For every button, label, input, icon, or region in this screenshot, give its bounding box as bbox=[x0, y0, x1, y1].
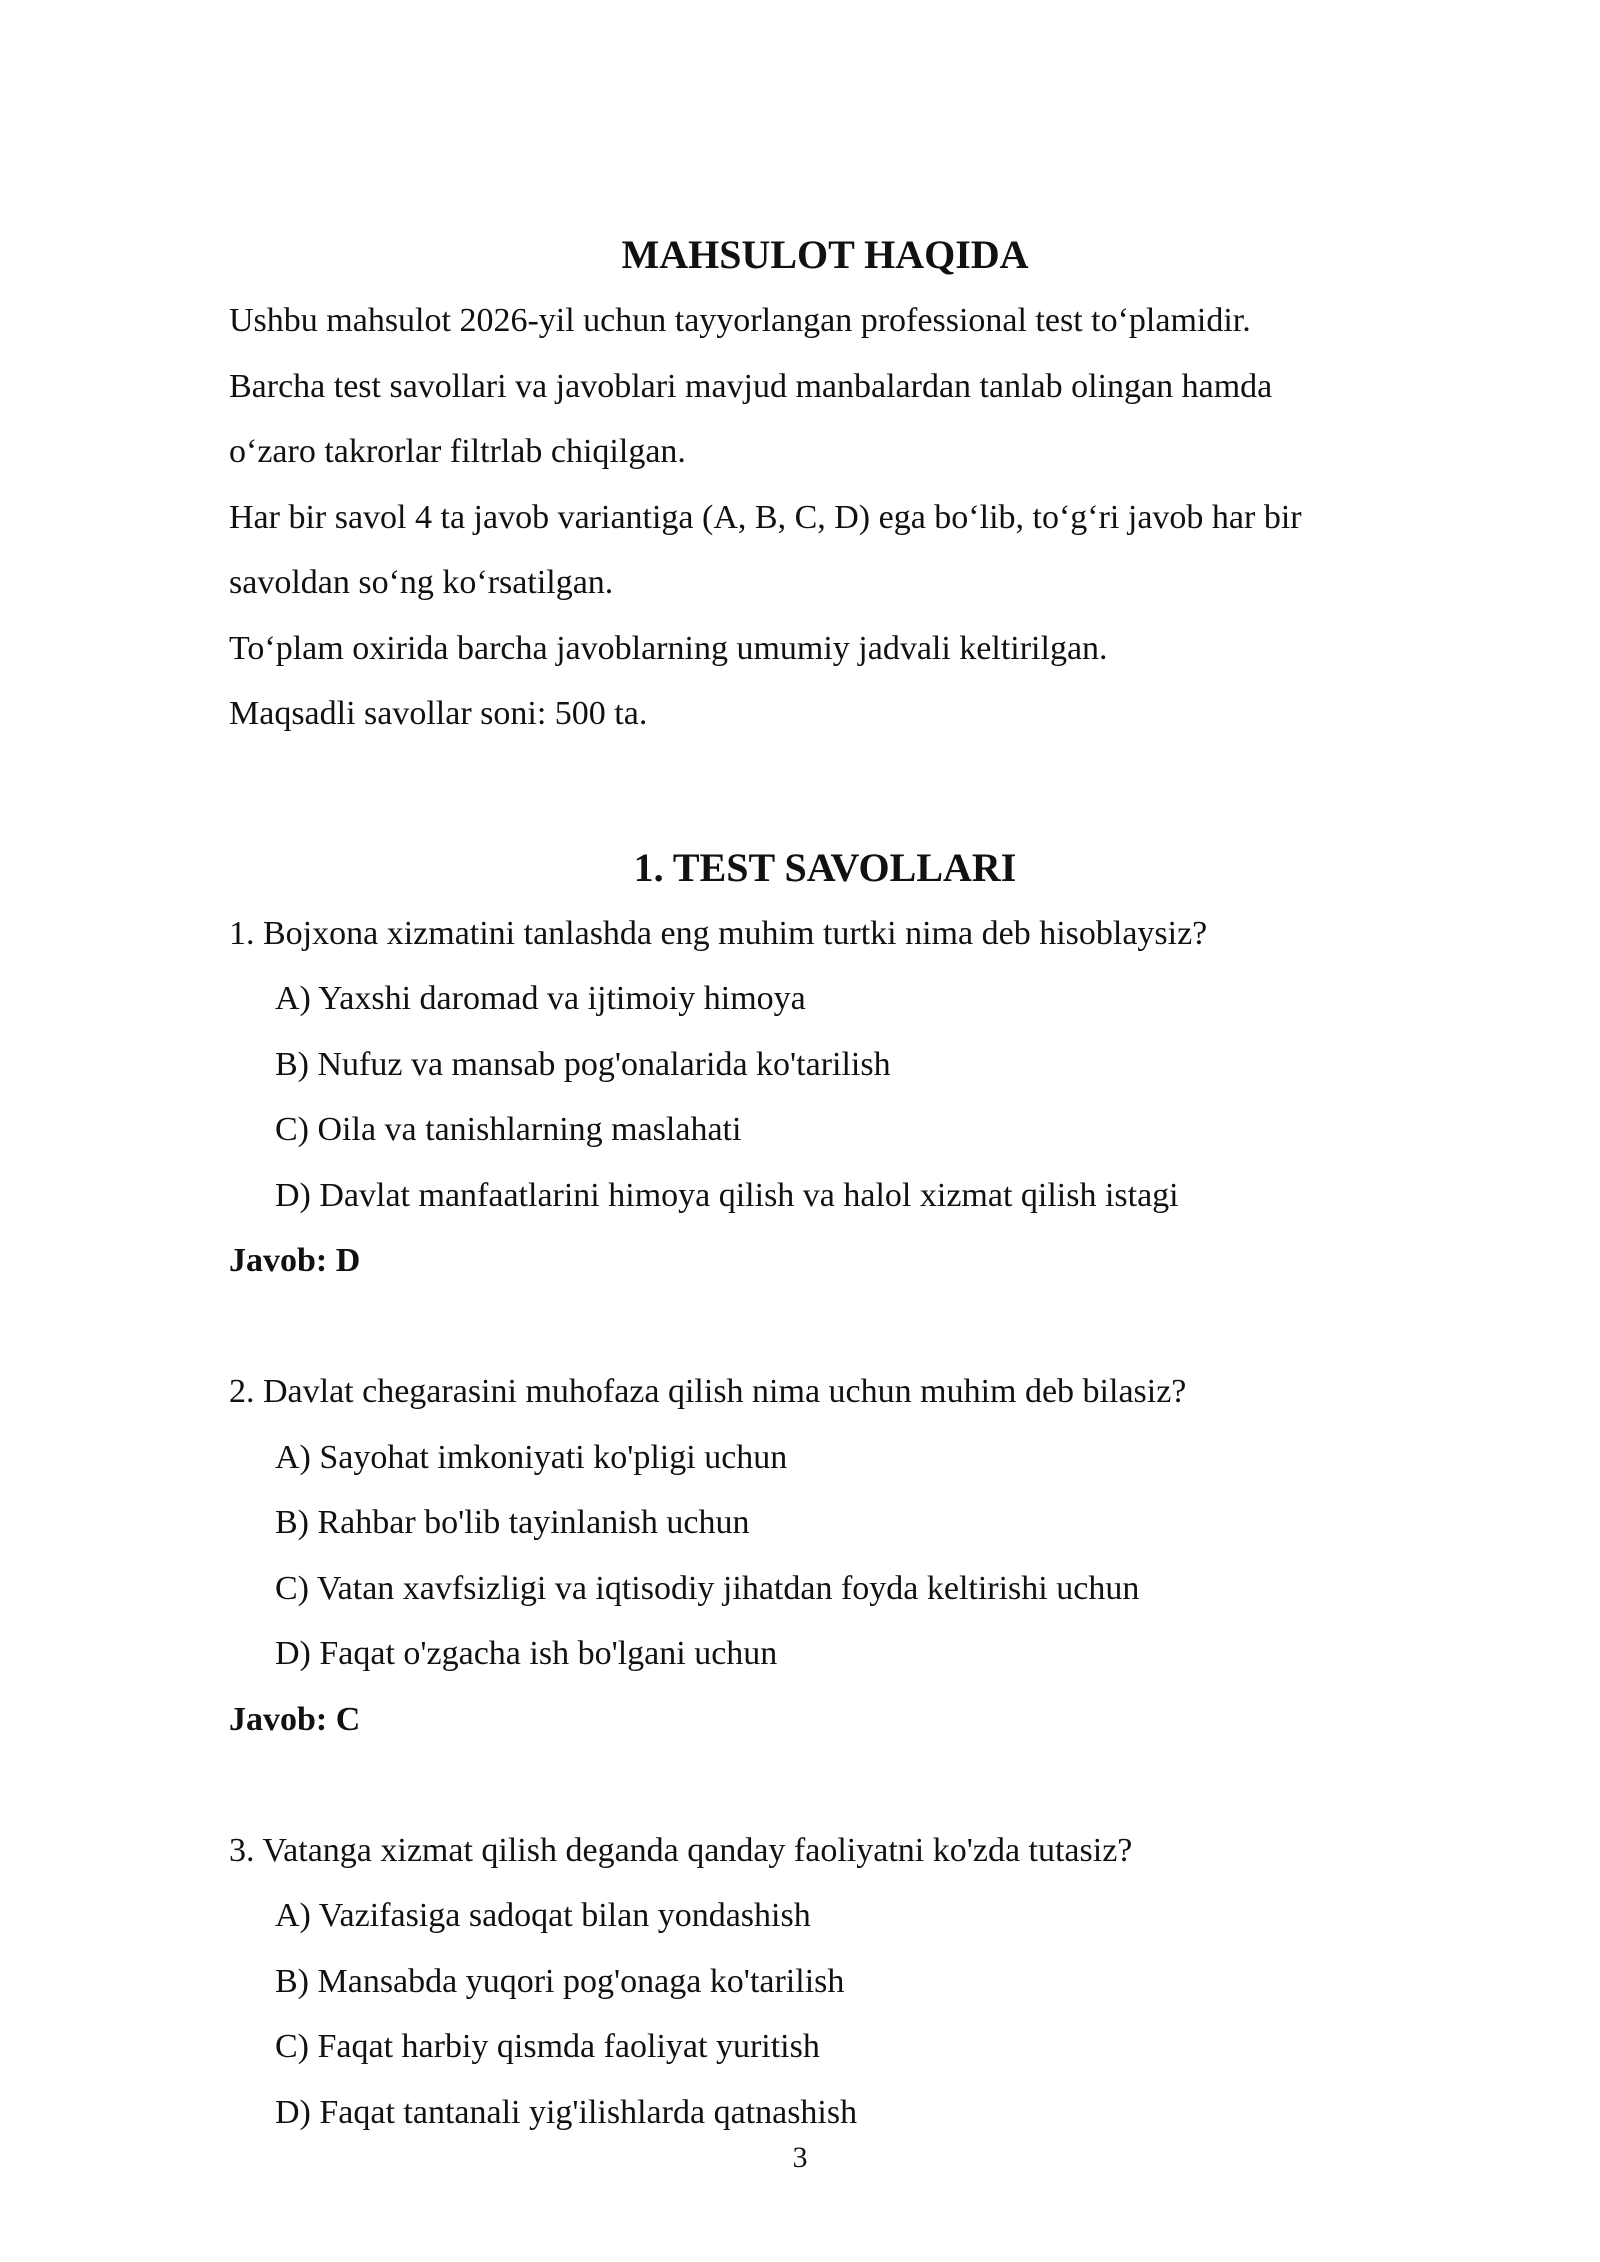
about-line: Ushbu mahsulot 2026-yil uchun tayyorlangan professional test to‘plamidir. bbox=[229, 302, 1251, 339]
question-block bbox=[229, 901, 1421, 1294]
question-text: 3. Vatanga xizmat qilish deganda qanday faoliyatni ko'zda tutasiz? bbox=[229, 1831, 1133, 1869]
answer-option: D) Davlat manfaatlarini himoya qilish va halol xizmat qilish istagi bbox=[275, 1176, 1179, 1214]
about-line: Maqsadli savollar soni: 500 ta. bbox=[229, 695, 648, 732]
answer-option: C) Vatan xavfsizligi va iqtisodiy jihatdan foyda keltirishi uchun bbox=[275, 1569, 1140, 1607]
about-line: Har bir savol 4 ta javob variantiga (A, B, C, D) ega bo‘lib, to‘g‘ri javob har bir bbox=[229, 498, 1302, 536]
about-line: Barcha test savollari va javoblari mavjud manbalardan tanlab olingan hamda bbox=[229, 367, 1273, 405]
about-heading: MAHSULOT HAQIDA bbox=[621, 232, 1029, 277]
answer-option: C) Faqat harbiy qismda faoliyat yuritish bbox=[275, 2028, 820, 2065]
section-heading: 1. TEST SAVOLLARI bbox=[633, 844, 1017, 890]
answer-option: A) Vazifasiga sadoqat bilan yondashish bbox=[275, 1897, 811, 1934]
question-text: 2. Davlat chegarasini muhofaza qilish nima uchun muhim deb bilasiz? bbox=[229, 1373, 1187, 1410]
section-spacer bbox=[229, 747, 1421, 835]
question-block bbox=[229, 1359, 1421, 1752]
correct-answer: Javob: C bbox=[229, 1700, 361, 1738]
question-spacer bbox=[229, 1294, 1421, 1360]
about-description bbox=[229, 288, 1421, 747]
answer-option: D) Faqat o'zgacha ish bo'lgani uchun bbox=[275, 1635, 778, 1672]
question-block bbox=[229, 1818, 1421, 2146]
about-line: o‘zaro takrorlar filtrlab chiqilgan. bbox=[229, 433, 686, 470]
about-line: To‘plam oxirida barcha javoblarning umumiy jadvali keltirilgan. bbox=[229, 629, 1108, 667]
page-content bbox=[229, 222, 1421, 2145]
about-line: savoldan so‘ng ko‘rsatilgan. bbox=[229, 564, 614, 601]
answer-option: D) Faqat tantanali yig'ilishlarda qatnashish bbox=[275, 2093, 858, 2131]
question-spacer bbox=[229, 1752, 1421, 1818]
answer-option: A) Yaxshi daromad va ijtimoiy himoya bbox=[275, 980, 806, 1017]
question-text: 1. Bojxona xizmatini tanlashda eng muhim turtki nima deb hisoblaysiz? bbox=[229, 914, 1208, 952]
correct-answer: Javob: D bbox=[229, 1242, 361, 1279]
page-number: 3 bbox=[792, 2141, 808, 2174]
answer-option: B) Rahbar bo'lib tayinlanish uchun bbox=[275, 1504, 750, 1541]
answer-option: A) Sayohat imkoniyati ko'pligi uchun bbox=[275, 1438, 788, 1476]
answer-option: B) Nufuz va mansab pog'onalarida ko'tarilish bbox=[275, 1045, 891, 1083]
answer-option: C) Oila va tanishlarning maslahati bbox=[275, 1111, 742, 1148]
answer-option: B) Mansabda yuqori pog'onaga ko'tarilish bbox=[275, 1962, 845, 2000]
